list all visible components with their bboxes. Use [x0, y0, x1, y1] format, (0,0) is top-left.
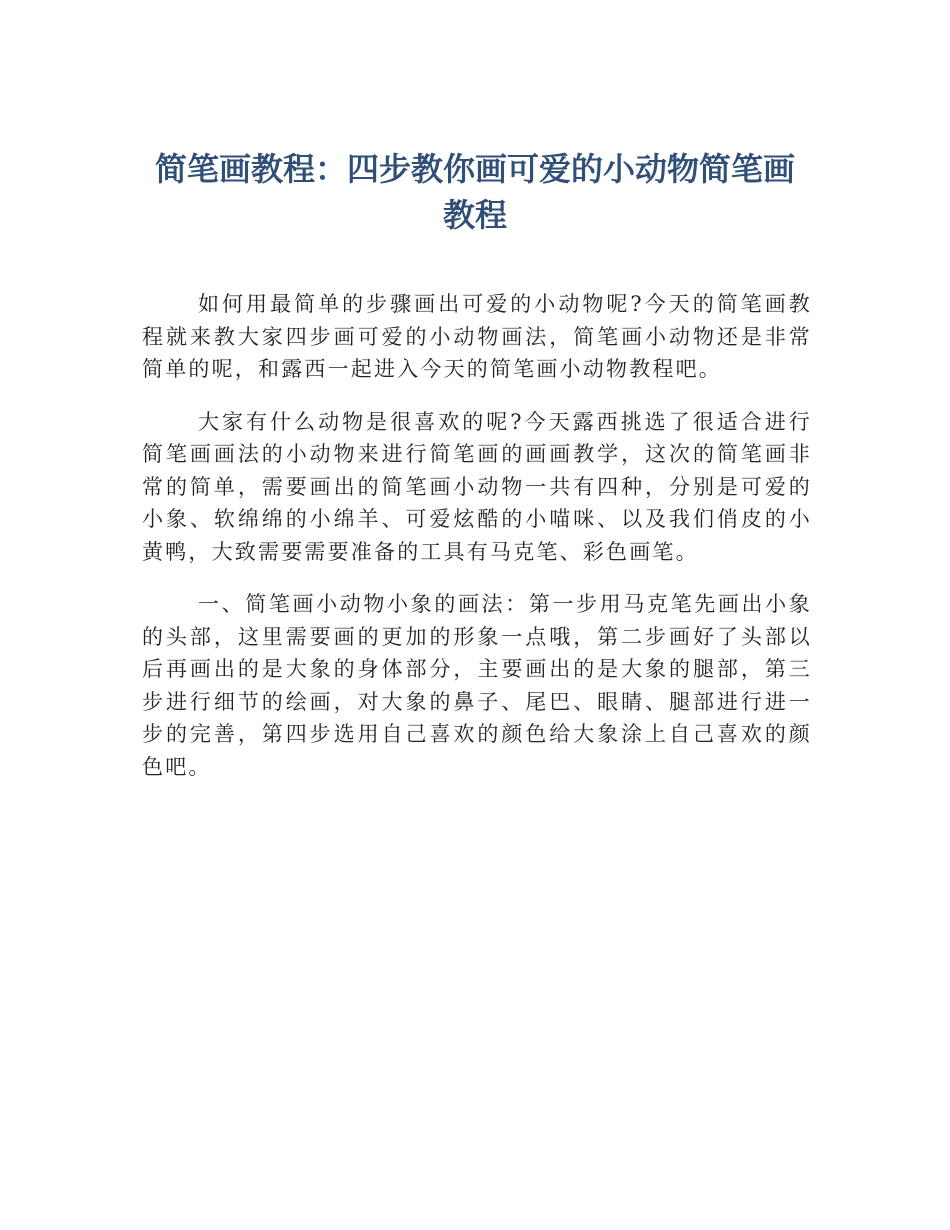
document-body	[142, 288, 812, 803]
paragraph-intro: 如何用最简单的步骤画出可爱的小动物呢?今天的简笔画教程就来教大家四步画可爱的小动物画法，简笔画小动物还是非常简单的呢，和露西一起进入今天的简笔画小动物教程吧。	[142, 292, 812, 381]
paragraph-elephant-steps: 一、简笔画小动物小象的画法：第一步用马克笔先画出小象的头部，这里需要画的更加的形象一点哦，第二步画好了头部以后再画出的是大象的身体部分，主要画出的是大象的腿部，第三步进行细节的绘画，对大象的鼻子、尾巴、眼睛、腿部进行进一步的完善，第四步选用自己喜欢的颜色给大象涂上自己喜欢的颜色吧。	[142, 592, 812, 779]
document-title: 简笔画教程：四步教你画可爱的小动物简笔画教程	[154, 150, 795, 234]
paragraph-animals: 大家有什么动物是很喜欢的呢?今天露西挑选了很适合进行简笔画画法的小动物来进行简笔画的画画教学，这次的简笔画非常的简单，需要画出的简笔画小动物一共有四种，分别是可爱的小象、软绵绵的小绵羊、可爱炫酷的小喵咪、以及我们俏皮的小黄鸭，大致需要需要准备的工具有马克笔、彩色画笔。	[142, 409, 812, 564]
